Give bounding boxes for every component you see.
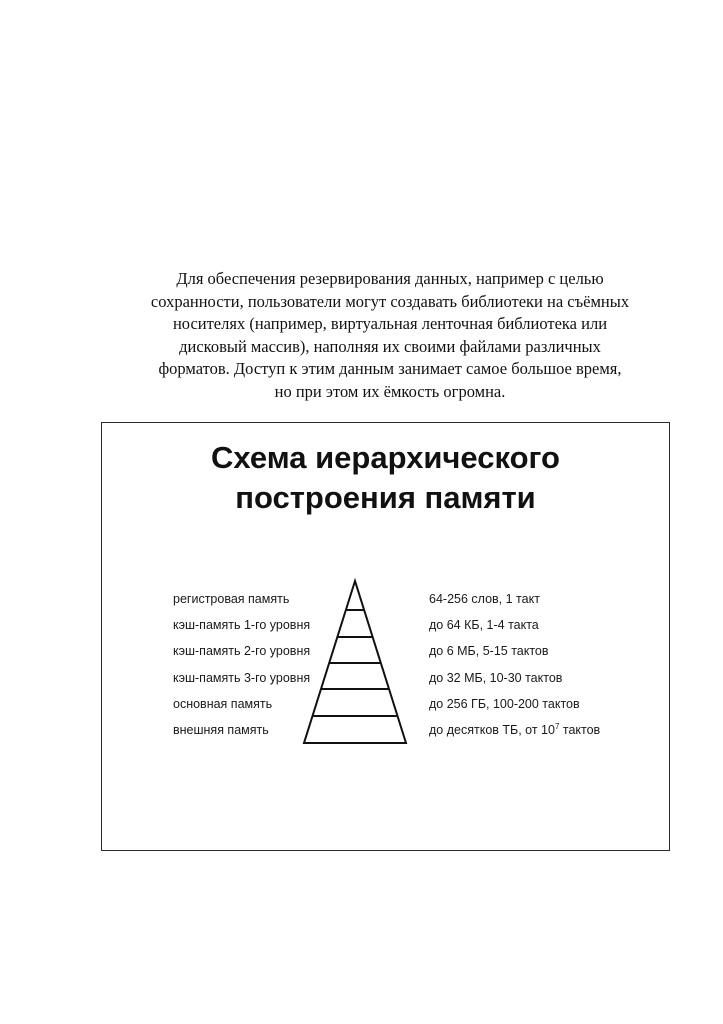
- paragraph-line: форматов. Доступ к этим данным занимает самое большое время,: [158, 359, 622, 378]
- memory-pyramid-diagram: [102, 423, 668, 849]
- level-label: внешняя память: [173, 723, 269, 737]
- paragraph-line: Для обеспечения резервирования данных, например с целью: [176, 269, 604, 288]
- level-label: регистровая память: [173, 592, 290, 606]
- figure-title-line: Схема иерархического: [211, 440, 560, 475]
- body-paragraph: [90, 268, 690, 403]
- level-spec: 64-256 слов, 1 такт: [429, 592, 540, 606]
- level-spec-exponent: 7: [554, 721, 560, 731]
- level-spec: до 6 МБ, 5-15 тактов: [429, 644, 549, 658]
- level-label: кэш-память 3-го уровня: [173, 671, 311, 685]
- level-spec: до 64 КБ, 1-4 такта: [429, 618, 539, 632]
- level-spec: [429, 722, 600, 738]
- figure-title-line: построения памяти: [235, 480, 536, 515]
- level-spec: до 32 МБ, 10-30 тактов: [429, 671, 563, 685]
- paragraph-line: дисковый массив), наполняя их своими файлами различных: [179, 336, 601, 356]
- level-label: основная память: [173, 697, 273, 711]
- level-spec: до 256 ГБ, 100-200 тактов: [429, 697, 580, 711]
- paragraph-line: но при этом их ёмкость огромна.: [274, 381, 506, 401]
- level-spec-text: до десятков ТБ, от 10: [429, 723, 555, 737]
- level-label: кэш-память 2-го уровня: [173, 644, 311, 658]
- paragraph-line: сохранности, пользователи могут создавать библиотеки на съёмных: [150, 291, 630, 311]
- paragraph-line: носителях (например, виртуальная ленточная библиотека или: [172, 314, 608, 333]
- memory-hierarchy-figure: [101, 422, 670, 851]
- level-label: кэш-память 1-го уровня: [173, 618, 311, 632]
- level-spec-text: тактов: [559, 723, 601, 737]
